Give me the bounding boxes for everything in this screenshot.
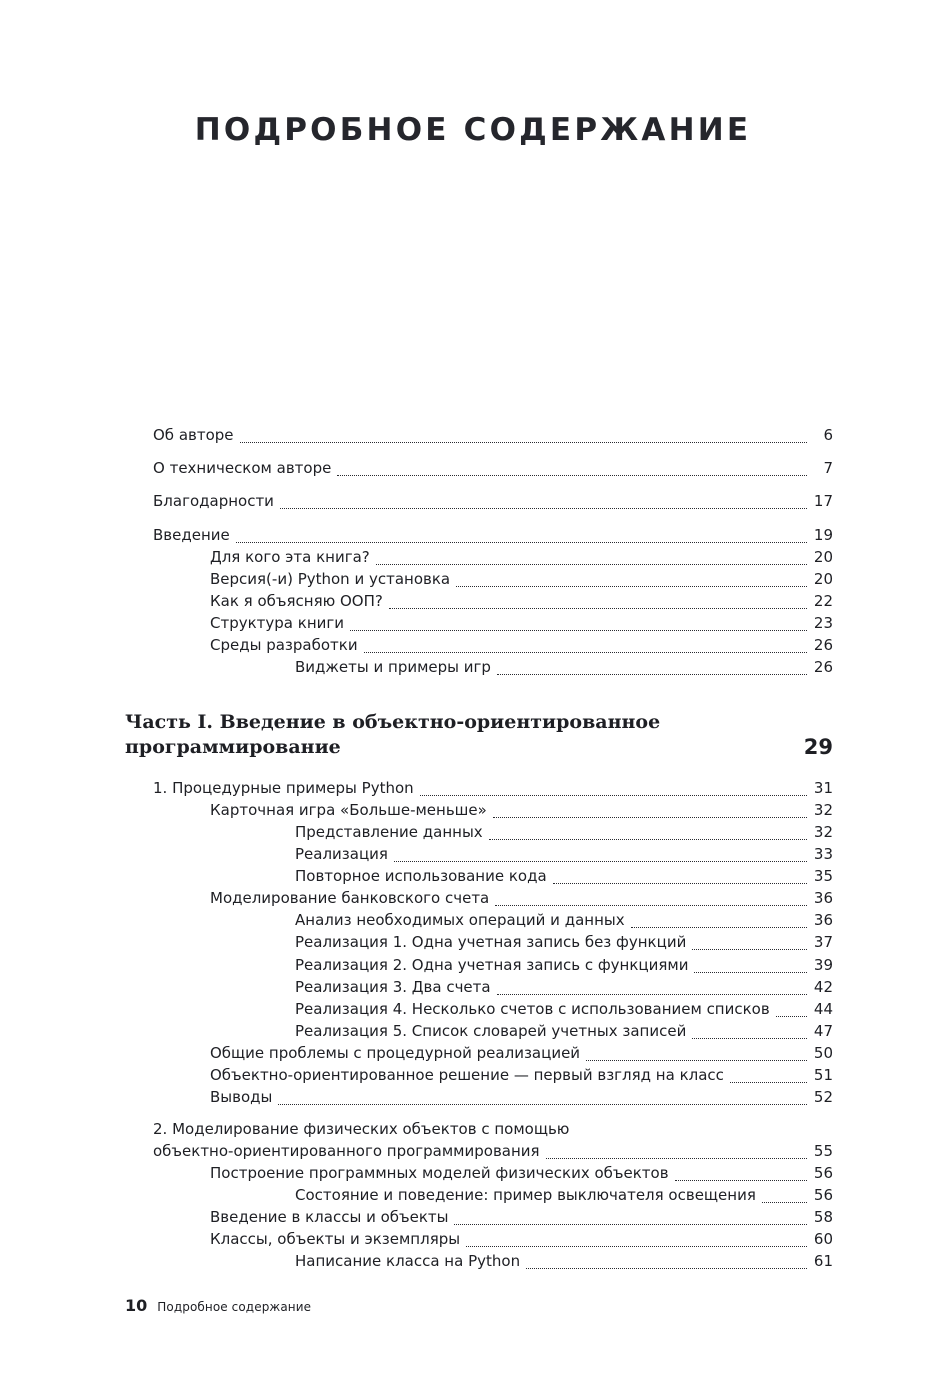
dot-leader [497, 994, 807, 995]
toc-entry [153, 779, 833, 801]
toc-entry-chapter2-title [153, 1120, 569, 1142]
toc-entry-page: 51 [813, 1065, 833, 1084]
toc-entry-label: Реализация [295, 845, 388, 864]
dot-leader [389, 608, 807, 609]
toc-entry-label: Построение программных моделей физических объектов [210, 1164, 669, 1182]
toc-entry-page: 61 [813, 1252, 833, 1270]
toc-entry-label: Для кого эта книга? [210, 548, 370, 566]
toc-entry [295, 1022, 833, 1044]
toc-entry-page: 35 [813, 867, 833, 886]
toc-entry [210, 1044, 833, 1066]
toc-entry [210, 592, 833, 614]
part-page-number: 29 [803, 735, 833, 759]
toc-entry-page: 23 [813, 614, 833, 632]
toc-entry-page: 47 [813, 1021, 833, 1040]
dot-leader [236, 542, 807, 543]
toc-entry [210, 1230, 833, 1252]
toc-entry-label: Введение в классы и объекты [210, 1208, 449, 1226]
dot-leader [546, 1158, 807, 1159]
dot-leader [376, 564, 807, 565]
toc-entry [210, 1066, 833, 1088]
dot-leader [497, 674, 807, 675]
toc-entry-label: Реализация 3. Два счета [295, 977, 491, 996]
dot-leader [730, 1082, 807, 1083]
dot-leader [493, 817, 807, 818]
part-title-line1: Часть I. Введение в объектно-ориентированное [125, 711, 661, 733]
toc-entry-page: 17 [813, 492, 833, 510]
toc-entry-label: Введение [153, 526, 230, 544]
toc-entry [295, 1186, 833, 1208]
toc-entry-page: 7 [823, 459, 833, 477]
toc-entry [295, 823, 833, 845]
toc-entry-label: 2. Моделирование физических объектов с помощью [153, 1120, 570, 1138]
toc-entry-label: Общие проблемы с процедурной реализацией [210, 1043, 581, 1062]
dot-leader [489, 839, 807, 840]
toc-entry-label: Среды разработки [210, 636, 358, 654]
toc-entry [295, 1000, 833, 1022]
toc-entry [210, 636, 833, 658]
dot-leader [692, 949, 807, 950]
toc-entry [210, 889, 833, 911]
toc-entry [210, 548, 833, 570]
dot-leader [675, 1180, 807, 1181]
toc-entry-label: Виджеты и примеры игр [295, 658, 491, 676]
toc-entry-label: Анализ необходимых операций и данных [295, 911, 625, 930]
footer-running-title: Подробное содержание [157, 1300, 312, 1314]
part-heading [125, 710, 833, 760]
toc-entry-page: 26 [813, 658, 833, 676]
toc-entry-page: 19 [813, 526, 833, 544]
dot-leader [278, 1104, 807, 1105]
dot-leader [526, 1268, 807, 1269]
part-title-line2: программирование [125, 736, 341, 758]
dot-leader [364, 652, 807, 653]
page-title: ПОДРОБНОЕ СОДЕРЖАНИЕ [194, 112, 752, 148]
toc-entry-page: 39 [813, 955, 833, 974]
toc-entry [210, 801, 833, 823]
toc-entry-page: 42 [813, 977, 833, 996]
toc-entry-label: Благодарности [153, 492, 274, 510]
toc-entry-page: 22 [813, 592, 833, 610]
toc-entry-page: 36 [813, 889, 833, 908]
toc-entry-label: Выводы [210, 1087, 273, 1106]
toc-entry-page: 36 [813, 911, 833, 930]
dot-leader [350, 630, 807, 631]
toc-entry-label: объектно-ориентированного программирования [153, 1142, 540, 1160]
toc-entry-label: Реализация 4. Несколько счетов с использованием списков [295, 999, 770, 1018]
toc-entry-label: Реализация 1. Одна учетная запись без функций [295, 933, 687, 952]
toc-entry [295, 867, 833, 889]
toc-entry-page: 56 [813, 1186, 833, 1204]
toc-entry-page: 20 [813, 570, 833, 588]
dot-leader [762, 1202, 807, 1203]
toc-entry-label: Написание класса на Python [295, 1252, 521, 1270]
toc-entry-label: Моделирование банковского счета [210, 889, 490, 908]
toc-entry [153, 1142, 833, 1164]
toc-entry [210, 570, 833, 592]
toc-entry-page: 20 [813, 548, 833, 566]
dot-leader [631, 927, 807, 928]
toc-entry-page: 56 [813, 1164, 833, 1182]
toc-entry [295, 933, 833, 955]
toc-entry [153, 526, 833, 548]
dot-leader [394, 861, 807, 862]
toc-entry-label: Версия(-и) Python и установка [210, 570, 451, 588]
toc-entry-label: Карточная игра «Больше-меньше» [210, 801, 487, 820]
toc-entry [295, 845, 833, 867]
toc-entry-page: 55 [813, 1142, 833, 1160]
toc-entry-label: Об авторе [153, 426, 234, 444]
dot-leader [694, 972, 807, 973]
toc-entry-label: Объектно-ориентированное решение — первый взгляд на класс [210, 1065, 724, 1084]
toc-entry-page: 58 [813, 1208, 833, 1226]
toc-entry-page: 60 [813, 1230, 833, 1248]
toc-entry [153, 459, 833, 481]
toc-entry-label: Как я объясняю ООП? [210, 592, 383, 610]
toc-entry-label: Структура книги [210, 614, 345, 632]
toc-entry [295, 956, 833, 978]
toc-entry [295, 978, 833, 1000]
dot-leader [280, 508, 807, 509]
dot-leader [456, 586, 807, 587]
toc-entry-page: 52 [813, 1087, 833, 1106]
toc-entry-label: Классы, объекты и экземпляры [210, 1230, 461, 1248]
toc-entry-page: 32 [813, 823, 833, 842]
toc-entry [210, 1088, 833, 1110]
toc-entry-page: 31 [813, 779, 833, 797]
dot-leader [240, 442, 807, 443]
dot-leader [586, 1060, 807, 1061]
toc-entry-page: 32 [813, 801, 833, 820]
toc-entry-label: Повторное использование кода [295, 867, 547, 886]
dot-leader [692, 1038, 807, 1039]
toc-entry [295, 1252, 833, 1274]
toc-entry [210, 1208, 833, 1230]
toc-entry [295, 658, 833, 680]
toc-entry [153, 426, 833, 448]
toc-entry-label: Состояние и поведение: пример выключателя освещения [295, 1186, 756, 1204]
toc-entry-label: О техническом авторе [153, 459, 332, 477]
toc-entry-page: 26 [813, 636, 833, 654]
footer-page-number: 10 [125, 1296, 148, 1315]
toc-entry-page: 6 [823, 426, 833, 444]
dot-leader [466, 1246, 807, 1247]
toc-entry-label: Реализация 2. Одна учетная запись с функциями [295, 955, 689, 974]
toc-entry [295, 911, 833, 933]
toc-entry-page: 50 [813, 1043, 833, 1062]
toc-entry [210, 1164, 833, 1186]
toc-entry [153, 492, 833, 514]
toc-entry-page: 37 [813, 933, 833, 952]
dot-leader [454, 1224, 807, 1225]
dot-leader [420, 795, 807, 796]
toc-entry-page: 33 [813, 845, 833, 864]
dot-leader [776, 1016, 807, 1017]
toc-entry-label: 1. Процедурные примеры Python [153, 779, 414, 797]
toc-entry [210, 614, 833, 636]
toc-entry-label: Реализация 5. Список словарей учетных записей [295, 1021, 687, 1040]
dot-leader [495, 905, 807, 906]
dot-leader [553, 883, 807, 884]
dot-leader [337, 475, 807, 476]
toc-entry-label: Представление данных [295, 823, 483, 842]
toc-entry-page: 44 [813, 999, 833, 1018]
page-footer [125, 1296, 311, 1318]
